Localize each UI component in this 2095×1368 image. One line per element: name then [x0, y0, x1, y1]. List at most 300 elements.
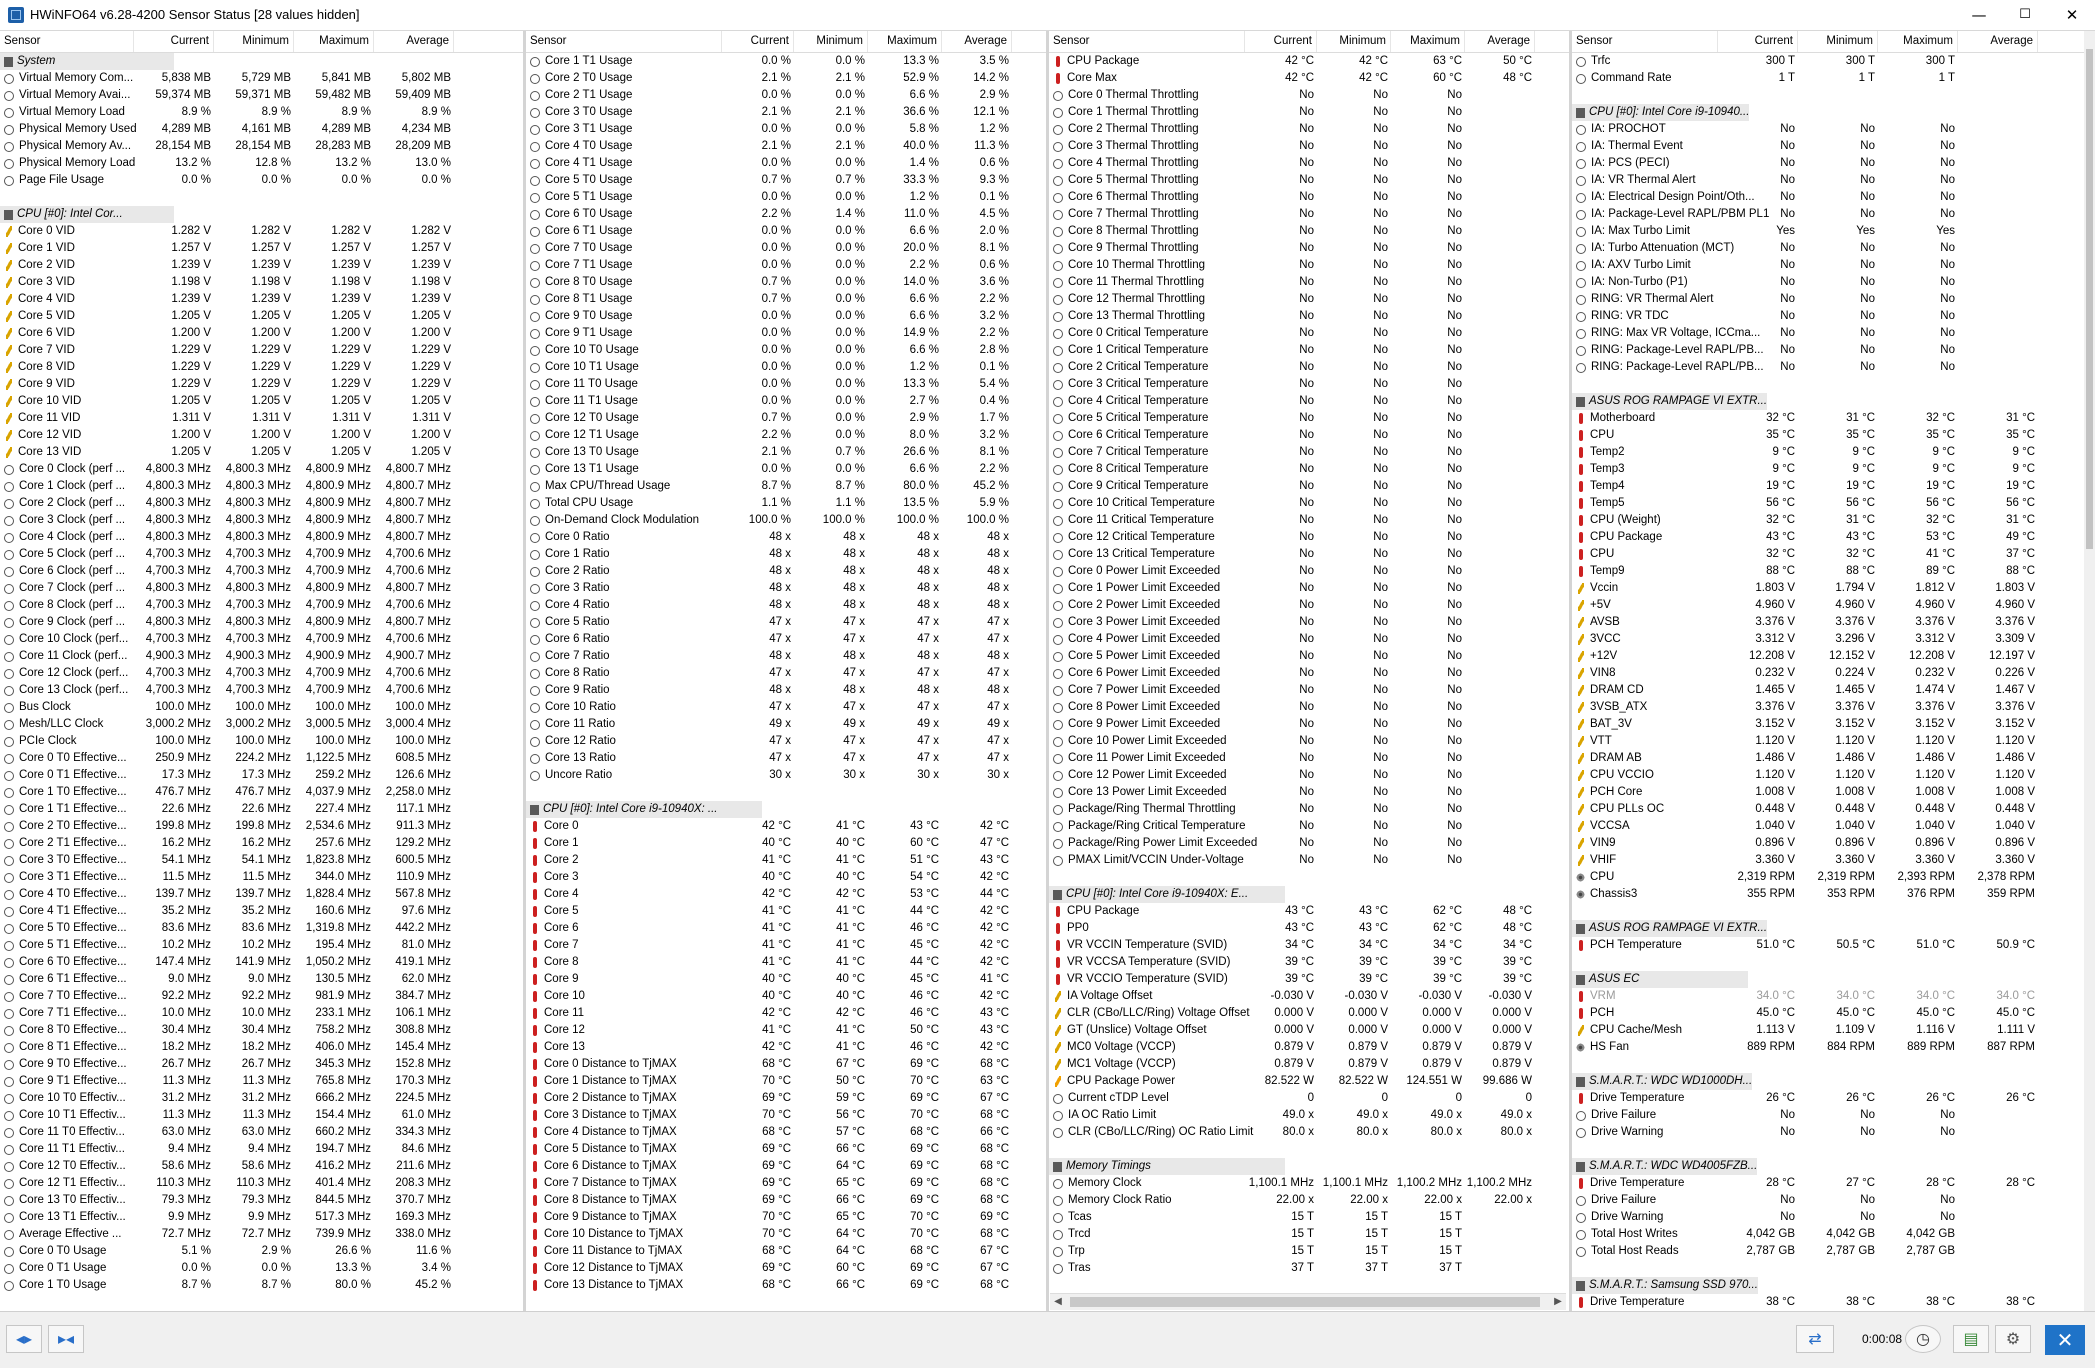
sensor-row[interactable] — [1572, 240, 2095, 257]
column-header-minimum[interactable]: Minimum — [794, 31, 868, 52]
sensor-row[interactable] — [526, 869, 1046, 886]
sensor-row[interactable] — [1049, 104, 1569, 121]
sensor-row[interactable] — [0, 104, 523, 121]
sensor-group-header[interactable] — [1572, 1158, 2095, 1175]
sensor-row[interactable] — [526, 1039, 1046, 1056]
sensor-row[interactable] — [526, 750, 1046, 767]
sensor-row[interactable] — [526, 427, 1046, 444]
sensor-row[interactable] — [1049, 138, 1569, 155]
sensor-row[interactable] — [1572, 1090, 2095, 1107]
sensor-row[interactable] — [1049, 529, 1569, 546]
sensor-row[interactable] — [1572, 359, 2095, 376]
sensor-row[interactable] — [0, 1056, 523, 1073]
sensor-row[interactable] — [1049, 767, 1569, 784]
collapse-panels-button[interactable]: ◂▸ — [6, 1325, 42, 1353]
sensor-row[interactable] — [1049, 1107, 1569, 1124]
sensor-row[interactable] — [1049, 1039, 1569, 1056]
sensor-row[interactable] — [1049, 70, 1569, 87]
sensor-row[interactable] — [0, 1005, 523, 1022]
sensor-row[interactable] — [1049, 257, 1569, 274]
sensor-row[interactable] — [1572, 988, 2095, 1005]
sensor-row[interactable] — [1572, 1226, 2095, 1243]
sensor-row[interactable] — [0, 954, 523, 971]
sensor-row[interactable] — [526, 121, 1046, 138]
sensor-row[interactable] — [1572, 835, 2095, 852]
sensor-row[interactable] — [0, 1175, 523, 1192]
sensor-row[interactable] — [0, 988, 523, 1005]
sensor-row[interactable] — [0, 835, 523, 852]
sensor-row[interactable] — [526, 240, 1046, 257]
sensor-row[interactable] — [1572, 1294, 2095, 1311]
sensor-row[interactable] — [0, 682, 523, 699]
sensor-row[interactable] — [1049, 495, 1569, 512]
sensor-row[interactable] — [0, 699, 523, 716]
sensor-row[interactable] — [526, 410, 1046, 427]
sensor-row[interactable] — [1572, 852, 2095, 869]
sensor-row[interactable] — [526, 325, 1046, 342]
sensor-row[interactable] — [1049, 1260, 1569, 1277]
sensor-row[interactable] — [1049, 801, 1569, 818]
sensor-row[interactable] — [0, 733, 523, 750]
sensor-row[interactable] — [526, 1073, 1046, 1090]
sensor-row[interactable] — [0, 1243, 523, 1260]
sensor-row[interactable] — [1049, 1124, 1569, 1141]
sensor-row[interactable] — [1572, 410, 2095, 427]
sensor-row[interactable] — [1572, 682, 2095, 699]
sensor-group-header[interactable] — [1049, 1158, 1569, 1175]
sensor-row[interactable] — [526, 461, 1046, 478]
sensor-row[interactable] — [1572, 155, 2095, 172]
sensor-row[interactable] — [526, 529, 1046, 546]
expand-panels-button[interactable]: ▸◂ — [48, 1325, 84, 1353]
sensor-row[interactable] — [526, 546, 1046, 563]
close-window-button[interactable]: ✕ — [2065, 6, 2079, 24]
sensor-row[interactable] — [1049, 223, 1569, 240]
horizontal-scrollbar[interactable] — [1050, 1293, 1566, 1310]
sensor-row[interactable] — [1572, 699, 2095, 716]
sensor-group-header[interactable] — [1572, 971, 2095, 988]
sensor-row[interactable] — [526, 580, 1046, 597]
sensor-row[interactable] — [526, 733, 1046, 750]
column-header-sensor[interactable]: Sensor — [1049, 31, 1245, 52]
sensor-row[interactable] — [0, 937, 523, 954]
sensor-row[interactable] — [1049, 1226, 1569, 1243]
sensor-row[interactable] — [1572, 121, 2095, 138]
sensor-row[interactable] — [1572, 257, 2095, 274]
sensor-row[interactable] — [1049, 376, 1569, 393]
sensor-row[interactable] — [0, 1158, 523, 1175]
sensor-row[interactable] — [526, 138, 1046, 155]
sensor-row[interactable] — [0, 665, 523, 682]
sensor-row[interactable] — [0, 1260, 523, 1277]
sensor-row[interactable] — [1049, 937, 1569, 954]
sensor-row[interactable] — [526, 767, 1046, 784]
sensor-row[interactable] — [1049, 53, 1569, 70]
sensor-row[interactable] — [0, 1022, 523, 1039]
sensor-row[interactable] — [526, 1141, 1046, 1158]
sensor-row[interactable] — [1049, 189, 1569, 206]
sensor-row[interactable] — [526, 1005, 1046, 1022]
sensor-row[interactable] — [526, 53, 1046, 70]
sensor-row[interactable] — [1572, 138, 2095, 155]
sensor-row[interactable] — [1572, 70, 2095, 87]
column-header-current[interactable]: Current — [1245, 31, 1317, 52]
minimize-button[interactable]: — — [1971, 6, 1987, 24]
sensor-row[interactable] — [0, 1124, 523, 1141]
sensor-row[interactable] — [0, 291, 523, 308]
sensor-row[interactable] — [1572, 223, 2095, 240]
sensor-row[interactable] — [526, 478, 1046, 495]
sensor-row[interactable] — [0, 1209, 523, 1226]
sensor-row[interactable] — [526, 104, 1046, 121]
sensor-row[interactable] — [0, 121, 523, 138]
sensor-row[interactable] — [1572, 716, 2095, 733]
sensor-row[interactable] — [1049, 308, 1569, 325]
sensor-row[interactable] — [1049, 682, 1569, 699]
sensor-row[interactable] — [526, 1124, 1046, 1141]
sensor-row[interactable] — [526, 818, 1046, 835]
sensor-row[interactable] — [1572, 665, 2095, 682]
sensor-row[interactable] — [0, 716, 523, 733]
sensor-row[interactable] — [526, 291, 1046, 308]
sensor-row[interactable] — [0, 784, 523, 801]
sensor-row[interactable] — [0, 240, 523, 257]
sensor-row[interactable] — [526, 665, 1046, 682]
sensor-row[interactable] — [526, 189, 1046, 206]
sensor-row[interactable] — [0, 308, 523, 325]
sensor-row[interactable] — [1049, 716, 1569, 733]
sensor-row[interactable] — [1572, 750, 2095, 767]
sensor-row[interactable] — [0, 903, 523, 920]
column-header-sensor[interactable]: Sensor — [1572, 31, 1718, 52]
sensor-row[interactable] — [0, 461, 523, 478]
sensor-row[interactable] — [526, 342, 1046, 359]
sensor-row[interactable] — [526, 70, 1046, 87]
sensor-row[interactable] — [526, 393, 1046, 410]
sensor-row[interactable] — [526, 512, 1046, 529]
sensor-row[interactable] — [0, 563, 523, 580]
sensor-row[interactable] — [526, 716, 1046, 733]
sensor-row[interactable] — [1572, 1107, 2095, 1124]
sensor-row[interactable] — [1572, 189, 2095, 206]
sensor-row[interactable] — [1572, 478, 2095, 495]
sensor-row[interactable] — [1572, 495, 2095, 512]
column-header-sensor[interactable]: Sensor — [0, 31, 134, 52]
sensor-row[interactable] — [1572, 1005, 2095, 1022]
settings-gear-icon[interactable]: ⚙ — [1995, 1325, 2031, 1353]
sensor-row[interactable] — [0, 648, 523, 665]
sensor-row[interactable] — [526, 359, 1046, 376]
sensor-row[interactable] — [1572, 1022, 2095, 1039]
column-header-minimum[interactable]: Minimum — [214, 31, 294, 52]
sensor-row[interactable] — [0, 444, 523, 461]
sensor-panel-1[interactable] — [0, 31, 523, 1311]
sensor-row[interactable] — [1049, 155, 1569, 172]
sensor-row[interactable] — [1572, 614, 2095, 631]
sensor-row[interactable] — [1049, 121, 1569, 138]
sensor-row[interactable] — [1572, 733, 2095, 750]
sensor-row[interactable] — [0, 495, 523, 512]
sensor-row[interactable] — [526, 852, 1046, 869]
sensor-row[interactable] — [1572, 767, 2095, 784]
sensor-panel-3[interactable] — [1049, 31, 1569, 1311]
sensor-row[interactable] — [1572, 869, 2095, 886]
scroll-right-icon[interactable]: ▶ — [1554, 1296, 1562, 1307]
sensor-row[interactable] — [526, 920, 1046, 937]
sensor-row[interactable] — [1572, 342, 2095, 359]
sensor-row[interactable] — [0, 869, 523, 886]
sensor-row[interactable] — [1049, 546, 1569, 563]
sensor-row[interactable] — [1572, 274, 2095, 291]
sensor-group-header[interactable] — [1572, 393, 2095, 410]
sensor-row[interactable] — [1049, 971, 1569, 988]
sensor-row[interactable] — [526, 1192, 1046, 1209]
sensor-row[interactable] — [526, 257, 1046, 274]
sensor-row[interactable] — [526, 937, 1046, 954]
sensor-row[interactable] — [1049, 1073, 1569, 1090]
sensor-row[interactable] — [1572, 818, 2095, 835]
sensor-row[interactable] — [1572, 461, 2095, 478]
sensor-row[interactable] — [0, 342, 523, 359]
sensor-row[interactable] — [1572, 1243, 2095, 1260]
sensor-row[interactable] — [526, 1260, 1046, 1277]
sensor-row[interactable] — [1572, 325, 2095, 342]
sensor-row[interactable] — [1049, 597, 1569, 614]
sensor-row[interactable] — [1049, 631, 1569, 648]
sensor-row[interactable] — [1049, 750, 1569, 767]
sensor-row[interactable] — [526, 274, 1046, 291]
sensor-row[interactable] — [1049, 512, 1569, 529]
sensor-row[interactable] — [1049, 1005, 1569, 1022]
column-header-minimum[interactable]: Minimum — [1317, 31, 1391, 52]
sensor-row[interactable] — [526, 903, 1046, 920]
column-header-average[interactable]: Average — [1958, 31, 2038, 52]
sensor-row[interactable] — [526, 699, 1046, 716]
sensor-panel-4[interactable] — [1572, 31, 2095, 1311]
sensor-row[interactable] — [526, 835, 1046, 852]
sensor-group-header[interactable] — [1572, 1073, 2095, 1090]
sensor-row[interactable] — [0, 359, 523, 376]
sensor-row[interactable] — [1572, 427, 2095, 444]
sensor-row[interactable] — [1572, 53, 2095, 70]
sensor-row[interactable] — [0, 1073, 523, 1090]
sensor-row[interactable] — [1049, 1022, 1569, 1039]
sensor-row[interactable] — [0, 257, 523, 274]
sensor-row[interactable] — [0, 1141, 523, 1158]
column-header-maximum[interactable]: Maximum — [1391, 31, 1465, 52]
column-header-sensor[interactable]: Sensor — [526, 31, 722, 52]
sensor-row[interactable] — [0, 478, 523, 495]
sensor-row[interactable] — [1049, 665, 1569, 682]
sensor-row[interactable] — [1049, 172, 1569, 189]
close-sensors-button[interactable]: ✕ — [2045, 1325, 2085, 1355]
sensor-row[interactable] — [0, 172, 523, 189]
sensor-row[interactable] — [526, 1158, 1046, 1175]
sensor-row[interactable] — [1049, 87, 1569, 104]
sensor-row[interactable] — [1049, 852, 1569, 869]
sensor-row[interactable] — [1049, 1243, 1569, 1260]
sensor-row[interactable] — [0, 223, 523, 240]
sensor-row[interactable] — [1572, 784, 2095, 801]
sensor-row[interactable] — [526, 1209, 1046, 1226]
sensor-row[interactable] — [1572, 597, 2095, 614]
sensor-row[interactable] — [1572, 801, 2095, 818]
sensor-row[interactable] — [0, 1107, 523, 1124]
column-header-average[interactable]: Average — [374, 31, 454, 52]
column-header-maximum[interactable]: Maximum — [868, 31, 942, 52]
sensor-row[interactable] — [0, 1277, 523, 1294]
sensor-row[interactable] — [0, 410, 523, 427]
sensor-row[interactable] — [1572, 563, 2095, 580]
sensor-row[interactable] — [0, 818, 523, 835]
column-header-average[interactable]: Average — [1465, 31, 1535, 52]
sensor-row[interactable] — [526, 376, 1046, 393]
sensor-row[interactable] — [526, 1277, 1046, 1294]
sensor-group-header[interactable] — [1572, 1277, 2095, 1294]
sensor-row[interactable] — [1572, 631, 2095, 648]
sensor-row[interactable] — [526, 886, 1046, 903]
sensor-row[interactable] — [0, 1039, 523, 1056]
sensor-row[interactable] — [1572, 1209, 2095, 1226]
sensor-row[interactable] — [1049, 240, 1569, 257]
sensor-row[interactable] — [0, 70, 523, 87]
sensor-row[interactable] — [1049, 342, 1569, 359]
sensor-row[interactable] — [1049, 444, 1569, 461]
sensor-row[interactable] — [526, 971, 1046, 988]
sensor-row[interactable] — [0, 427, 523, 444]
sensor-row[interactable] — [1049, 410, 1569, 427]
sensor-row[interactable] — [1049, 427, 1569, 444]
sensor-row[interactable] — [0, 614, 523, 631]
sensor-row[interactable] — [526, 1022, 1046, 1039]
sensor-row[interactable] — [0, 750, 523, 767]
sensor-row[interactable] — [526, 444, 1046, 461]
sensor-group-header[interactable] — [1572, 104, 2095, 121]
sensor-row[interactable] — [0, 376, 523, 393]
sensor-group-header[interactable] — [526, 801, 1046, 818]
sensor-row[interactable] — [1049, 733, 1569, 750]
sensor-group-header[interactable] — [0, 53, 523, 70]
sensor-row[interactable] — [526, 1243, 1046, 1260]
sensor-row[interactable] — [0, 512, 523, 529]
sensor-row[interactable] — [1049, 835, 1569, 852]
clock-icon[interactable]: ◷ — [1905, 1325, 1941, 1353]
sensor-row[interactable] — [526, 155, 1046, 172]
sensor-row[interactable] — [1572, 580, 2095, 597]
sensor-row[interactable] — [1049, 920, 1569, 937]
sensor-row[interactable] — [1049, 784, 1569, 801]
sensor-row[interactable] — [526, 954, 1046, 971]
sensor-group-header[interactable] — [0, 206, 523, 223]
sensor-row[interactable] — [526, 1090, 1046, 1107]
sensor-row[interactable] — [1049, 1209, 1569, 1226]
sensor-row[interactable] — [1049, 563, 1569, 580]
column-header-maximum[interactable]: Maximum — [1878, 31, 1958, 52]
sensor-row[interactable] — [0, 546, 523, 563]
scrollbar-thumb[interactable] — [2086, 49, 2093, 549]
sensor-row[interactable] — [1049, 461, 1569, 478]
sensor-row[interactable] — [526, 682, 1046, 699]
sensor-row[interactable] — [0, 87, 523, 104]
sensor-row[interactable] — [0, 138, 523, 155]
sensor-row[interactable] — [1049, 903, 1569, 920]
sensor-row[interactable] — [526, 1107, 1046, 1124]
sensor-row[interactable] — [1049, 274, 1569, 291]
sensor-row[interactable] — [1049, 818, 1569, 835]
sensor-row[interactable] — [1572, 529, 2095, 546]
sensor-row[interactable] — [1049, 478, 1569, 495]
sensor-row[interactable] — [0, 886, 523, 903]
sensor-row[interactable] — [1049, 699, 1569, 716]
sensor-row[interactable] — [0, 1192, 523, 1209]
sensor-row[interactable] — [1572, 546, 2095, 563]
sensor-row[interactable] — [526, 1226, 1046, 1243]
sensor-row[interactable] — [526, 87, 1046, 104]
sensor-row[interactable] — [1572, 648, 2095, 665]
sensor-row[interactable] — [526, 172, 1046, 189]
sensor-row[interactable] — [0, 631, 523, 648]
sensor-row[interactable] — [526, 597, 1046, 614]
scrollbar-thumb[interactable] — [1070, 1297, 1540, 1307]
network-icon[interactable]: ⇄ — [1796, 1325, 1834, 1353]
sensor-row[interactable] — [1049, 1175, 1569, 1192]
sensor-row[interactable] — [0, 393, 523, 410]
column-header-current[interactable]: Current — [134, 31, 214, 52]
sensor-group-header[interactable] — [1572, 920, 2095, 937]
sensor-row[interactable] — [1572, 172, 2095, 189]
sensor-row[interactable] — [526, 1056, 1046, 1073]
sensor-panel-2[interactable] — [526, 31, 1046, 1311]
sensor-row[interactable] — [0, 325, 523, 342]
sensor-row[interactable] — [526, 631, 1046, 648]
sensor-row[interactable] — [0, 155, 523, 172]
sensor-row[interactable] — [526, 988, 1046, 1005]
sensor-row[interactable] — [526, 495, 1046, 512]
sensor-row[interactable] — [526, 648, 1046, 665]
sensor-row[interactable] — [0, 580, 523, 597]
sensor-row[interactable] — [526, 206, 1046, 223]
sensor-row[interactable] — [0, 1090, 523, 1107]
sensor-row[interactable] — [1049, 1090, 1569, 1107]
sensor-row[interactable] — [526, 1175, 1046, 1192]
sensor-row[interactable] — [1049, 1192, 1569, 1209]
sensor-row[interactable] — [1049, 206, 1569, 223]
sensor-row[interactable] — [1572, 1039, 2095, 1056]
sensor-row[interactable] — [0, 1226, 523, 1243]
sensor-row[interactable] — [1572, 512, 2095, 529]
sensor-row[interactable] — [1572, 308, 2095, 325]
sensor-row[interactable] — [1572, 1192, 2095, 1209]
sensor-row[interactable] — [526, 223, 1046, 240]
vertical-scrollbar[interactable] — [2084, 31, 2095, 1311]
sensor-row[interactable] — [1049, 614, 1569, 631]
sensor-row[interactable] — [0, 852, 523, 869]
sensor-row[interactable] — [0, 597, 523, 614]
sensor-row[interactable] — [1572, 1175, 2095, 1192]
sensor-row[interactable] — [1049, 393, 1569, 410]
sensor-row[interactable] — [1049, 359, 1569, 376]
sensor-row[interactable] — [1572, 1124, 2095, 1141]
sensor-row[interactable] — [526, 308, 1046, 325]
sensor-row[interactable] — [0, 767, 523, 784]
sensor-row[interactable] — [526, 614, 1046, 631]
column-header-current[interactable]: Current — [1718, 31, 1798, 52]
sensor-row[interactable] — [0, 801, 523, 818]
sensor-row[interactable] — [0, 920, 523, 937]
column-header-minimum[interactable]: Minimum — [1798, 31, 1878, 52]
sensor-row[interactable] — [0, 529, 523, 546]
column-header-maximum[interactable]: Maximum — [294, 31, 374, 52]
